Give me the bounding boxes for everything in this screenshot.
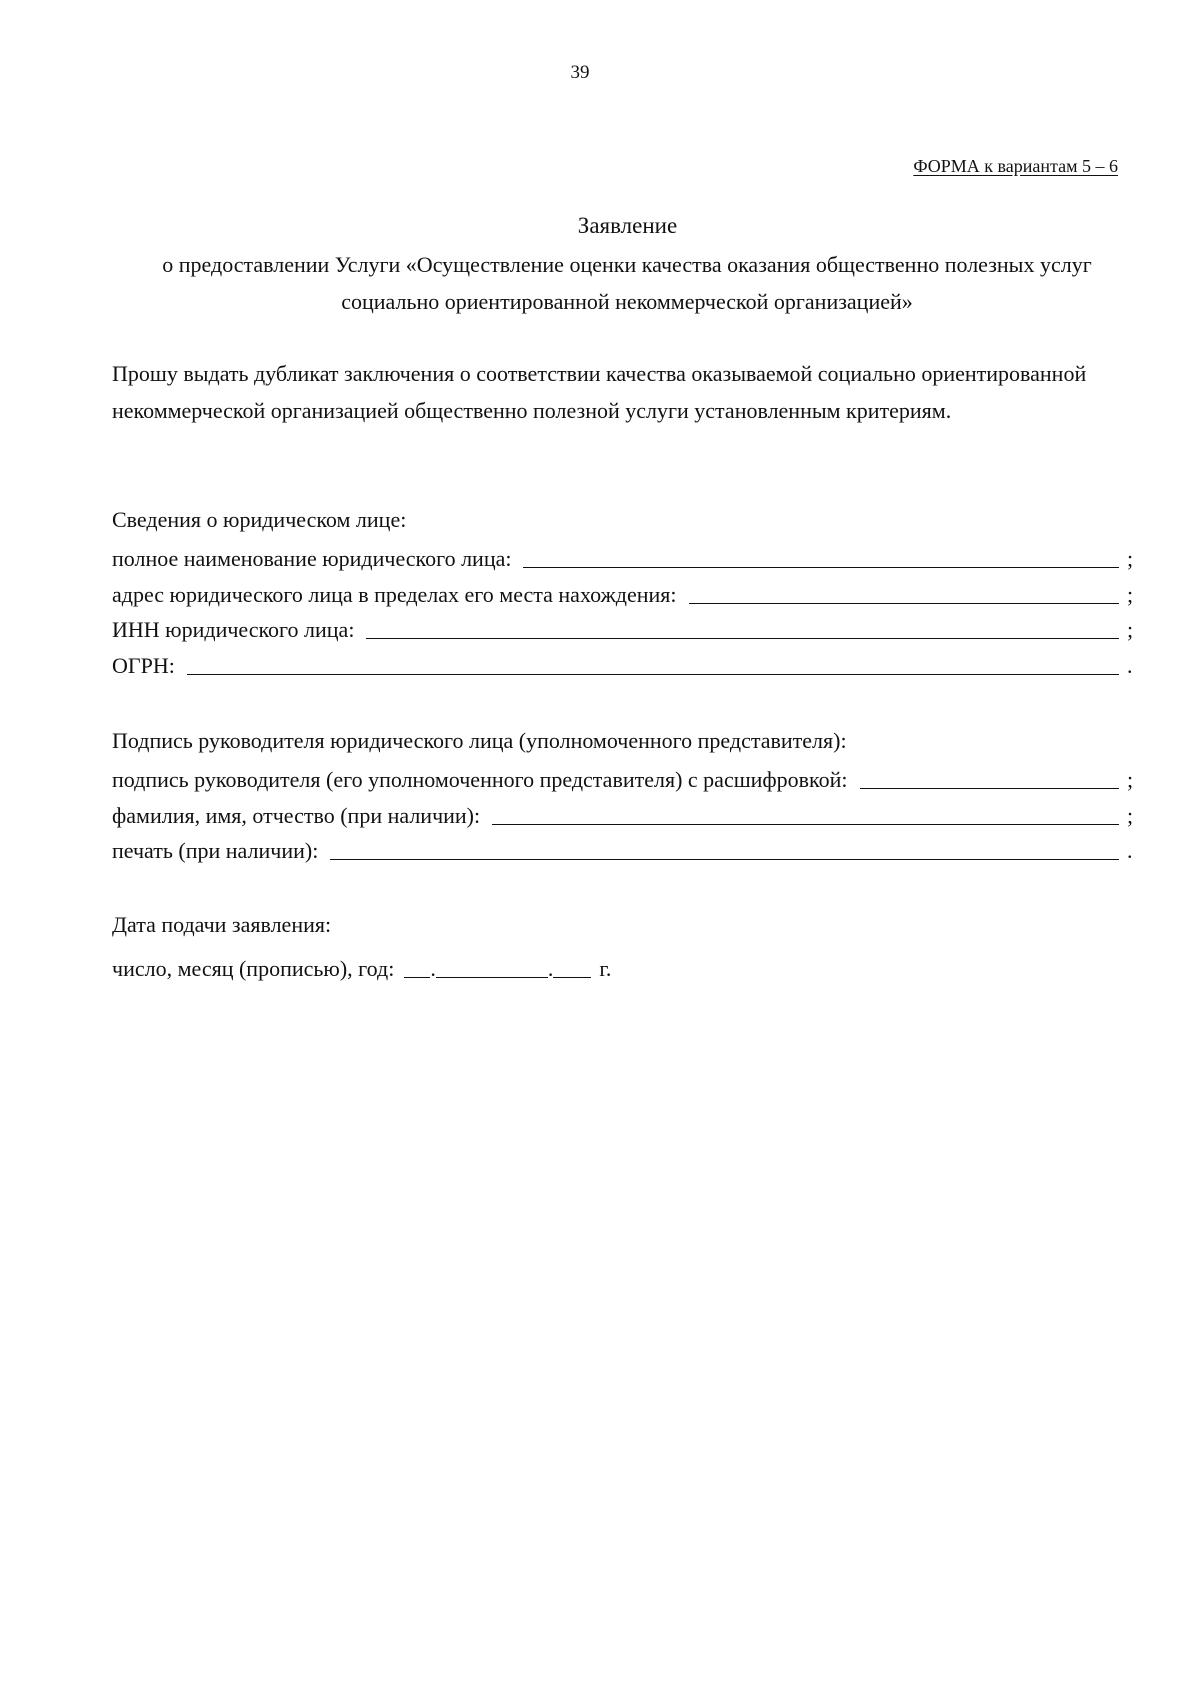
document-title: Заявление <box>577 213 678 238</box>
day-blank[interactable] <box>404 955 430 978</box>
page-number: 39 <box>570 62 590 83</box>
stamp-end: . <box>1127 838 1133 863</box>
date-field <box>112 955 611 982</box>
stamp-label: печать (при наличии): <box>112 838 319 863</box>
full-name-blank[interactable] <box>523 543 1119 568</box>
full-name-person-end: ; <box>1127 803 1134 828</box>
inn-label: ИНН юридического лица: <box>112 617 355 642</box>
year-suffix: г. <box>599 956 612 981</box>
signature-heading: Подпись руководителя юридического лица (уполномоченного представителя): <box>112 728 847 753</box>
address-label: адрес юридического лица в пределах его места нахождения: <box>112 582 677 607</box>
inn-blank[interactable] <box>366 614 1119 639</box>
ogrn-end: . <box>1127 653 1133 678</box>
document-subtitle: о предоставлении Услуги «Осуществление оценки качества оказания общественно полезных услуг социально ориентированной некоммерческой организацией» <box>162 252 1092 314</box>
ogrn-blank[interactable] <box>187 650 1119 675</box>
address-end: ; <box>1127 582 1134 607</box>
date-heading: Дата подачи заявления: <box>112 912 332 937</box>
signature-end: ; <box>1127 767 1134 792</box>
inn-end: ; <box>1127 617 1134 642</box>
ogrn-label: ОГРН: <box>112 653 175 678</box>
full-name-person-label: фамилия, имя, отчество (при наличии): <box>112 803 481 828</box>
address-blank[interactable] <box>689 579 1119 604</box>
full-name-label: полное наименование юридического лица: <box>112 546 512 571</box>
full-name-person-field <box>112 799 1137 829</box>
month-blank[interactable] <box>436 955 548 978</box>
date-label: число, месяц (прописью), год: <box>112 956 395 981</box>
year-blank[interactable] <box>553 955 591 978</box>
stamp-field <box>112 834 1137 864</box>
request-paragraph: Прошу выдать дубликат заключения о соответствии качества оказываемой социально ориентированной некоммерческой организацией общественно полезной услуги установленным критериям. <box>112 361 1087 423</box>
stamp-blank[interactable] <box>330 835 1119 860</box>
form-reference: ФОРМА к вариантам 5 – 6 <box>913 156 1118 176</box>
address-field <box>112 578 1137 608</box>
full-name-person-blank[interactable] <box>492 800 1119 825</box>
full-name-field <box>112 542 1137 572</box>
legal-entity-heading: Сведения о юридическом лице: <box>112 507 407 532</box>
inn-field <box>112 613 1137 643</box>
date-separator-2: . <box>547 956 554 981</box>
signature-blank[interactable] <box>860 764 1119 789</box>
signature-label: подпись руководителя (его уполномоченного представителя) с расшифровкой: <box>112 767 848 792</box>
signature-field <box>112 763 1137 793</box>
ogrn-field <box>112 649 1137 679</box>
date-separator-1: . <box>430 956 436 981</box>
full-name-end: ; <box>1127 546 1134 571</box>
